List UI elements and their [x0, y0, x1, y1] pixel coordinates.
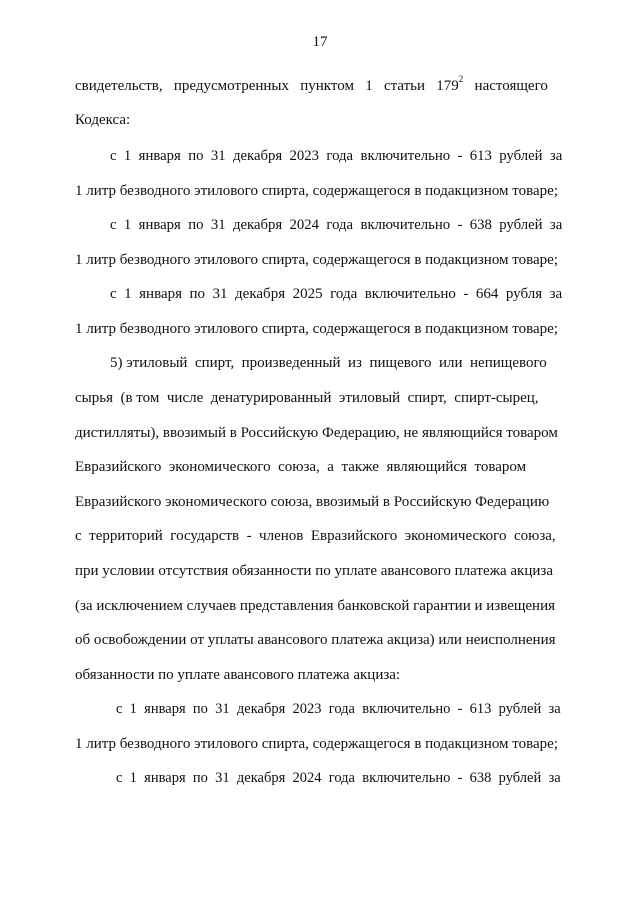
text-fragment: свидетельств, предусмотренных пунктом 1 статьи 179: [75, 78, 459, 94]
text-line: 5) этиловый спирт, произведенный из пищевого или непищевого: [110, 355, 547, 371]
text-line: 1 литр безводного этилового спирта, содержащегося в подакцизном товаре;: [75, 736, 559, 752]
text-line: Кодекса:: [75, 112, 131, 128]
text-fragment: настоящего: [463, 78, 548, 94]
text-line: дистилляты), ввозимый в Российскую Федерацию, не являющийся товаром: [75, 425, 558, 441]
text-line: 1 литр безводного этилового спирта, содержащегося в подакцизном товаре;: [75, 321, 559, 337]
text-line: Евразийского экономического союза, ввозимый в Российскую Федерацию: [75, 494, 550, 510]
text-line: с территорий государств - членов Евразийского экономического союза,: [75, 528, 556, 544]
text-line: с 1 января по 31 декабря 2024 года включительно - 638 рублей за: [116, 770, 561, 786]
superscript: 2: [458, 74, 464, 84]
text-line: 1 литр безводного этилового спирта, содержащегося в подакцизном товаре;: [75, 252, 559, 268]
text-line: 1 литр безводного этилового спирта, содержащегося в подакцизном товаре;: [75, 183, 559, 199]
text-line: с 1 января по 31 декабря 2023 года включительно - 613 рублей за: [110, 148, 563, 164]
text-line: Евразийского экономического союза, а также являющийся товаром: [75, 459, 527, 475]
text-line: с 1 января по 31 декабря 2025 года включительно - 664 рубля за: [110, 286, 563, 302]
text-line: с 1 января по 31 декабря 2024 года включительно - 638 рублей за: [110, 217, 563, 233]
text-line: [75, 74, 565, 95]
text-line: обязанности по уплате авансового платежа акциза:: [75, 667, 401, 683]
text-line: (за исключением случаев представления банковской гарантии и извещения: [75, 598, 556, 614]
text-line: сырья (в том числе денатурированный этиловый спирт, спирт-сырец,: [75, 390, 539, 406]
text-line: об освобождении от уплаты авансового платежа акциза) или неисполнения: [75, 632, 556, 648]
page-number: 17: [312, 34, 328, 50]
text-line: при условии отсутствия обязанности по уплате авансового платежа акциза: [75, 563, 553, 579]
text-line: с 1 января по 31 декабря 2023 года включительно - 613 рублей за: [116, 701, 561, 717]
